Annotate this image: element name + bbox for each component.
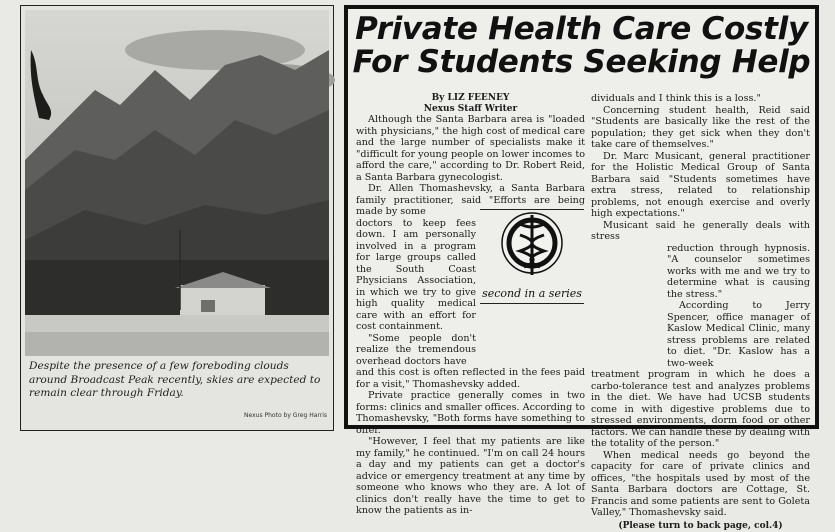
paragraph: Concerning student health, Reid said "Students are basically like the rest of the population; they get sick when they don't take care of themselves." — [591, 105, 810, 151]
headline-line-2: For Students Seeking Help — [348, 46, 815, 79]
paragraph: Musicant said he generally deals with stress — [591, 220, 810, 243]
paragraph: Dr. Marc Musicant, general practitioner for the Holistic Medical Group of Santa Barbara said "Students sometimes have extra stress, related to relationship problems, not enough exercise and overly high expectations." — [591, 151, 810, 220]
series-label: second in a series — [480, 287, 584, 300]
paragraph: and this cost is often reflected in the fees paid for a visit," Thomashevsky added. — [356, 367, 585, 390]
col1-after — [356, 367, 585, 517]
paragraph: "However, I feel that my patients are like my family," he continued. "I'm on call 24 hours a day and my patients can get a doctor's advice or emergency treatment at any time by someone who knows who they are. A lot of clinics don't really have the time to get to know the patients as in- — [356, 436, 585, 517]
article-column-2 — [591, 93, 810, 532]
headline-line-1: Private Health Care Costly — [348, 13, 815, 46]
article-box — [344, 5, 819, 429]
paragraph: treatment program in which he does a carbo-tolerance test and analyzes problems in the diet. We have had UCSB students come in with digestive problems due to stressed environments, dorm food or other factors. We can handle these by dealing with the totality of the person." — [591, 369, 810, 450]
paragraph: When medical needs go beyond the capacity for care of private clinics and offices, "the hospitals used by most of the Santa Barbara doctors are Cottage, St. Francis and some patients are sent to Goleta Valley," Thomashevsky said. — [591, 450, 810, 519]
paragraph: reduction through hypnosis. "A counselor sometimes works with me and we try to determine what is causing the stress." — [667, 243, 810, 301]
caduceus-icon — [468, 205, 596, 285]
logo-rule-bottom — [480, 303, 584, 304]
byline-title: Nexus Staff Writer — [356, 104, 585, 115]
paragraph: Dr. Allen Thomashevsky, a Santa Barbara family practitioner, said "Efforts are being made by some — [356, 183, 585, 218]
col2-wrap — [667, 243, 810, 370]
mountain-landscape-image — [25, 10, 329, 356]
paragraph: doctors to keep fees down. I am personally involved in a program for large groups called the South Coast Physicians Association, in which we try to give high quality medical care with an effort for cost containment. — [356, 218, 476, 333]
paragraph: According to Jerry Spencer, office manager of Kaslow Medical Clinic, many stress problems are related to diet. "Dr. Kaslow has a two-week — [667, 300, 810, 369]
byline-name: By LIZ FEENEY — [356, 93, 585, 104]
mountain-photo — [25, 10, 329, 356]
paragraph: "Some people don't realize the tremendous overhead doctors have — [356, 333, 476, 368]
continued-note: (Please turn to back page, col.4) — [591, 521, 810, 532]
paragraph: Although the Santa Barbara area is "loaded with physicians," the high cost of medical care and the large number of specialists make it "difficult for young people on lower incomes to afford the care," according to Dr. Robert Reid, a Santa Barbara gynecologist. — [356, 114, 585, 183]
photo-panel — [20, 5, 334, 431]
headline — [348, 13, 815, 79]
photo-credit: Nexus Photo by Greg Harris — [244, 412, 327, 419]
paragraph: Private practice generally comes in two forms: clinics and smaller offices. According to Thomashevsky, "Both forms have something to offer. — [356, 390, 585, 436]
paragraph: dividuals and I think this is a loss." — [591, 93, 810, 105]
photo-caption: Despite the presence of a few foreboding clouds around Broadcast Peak recently, skies are expected to remain clear through Friday. — [29, 360, 327, 401]
